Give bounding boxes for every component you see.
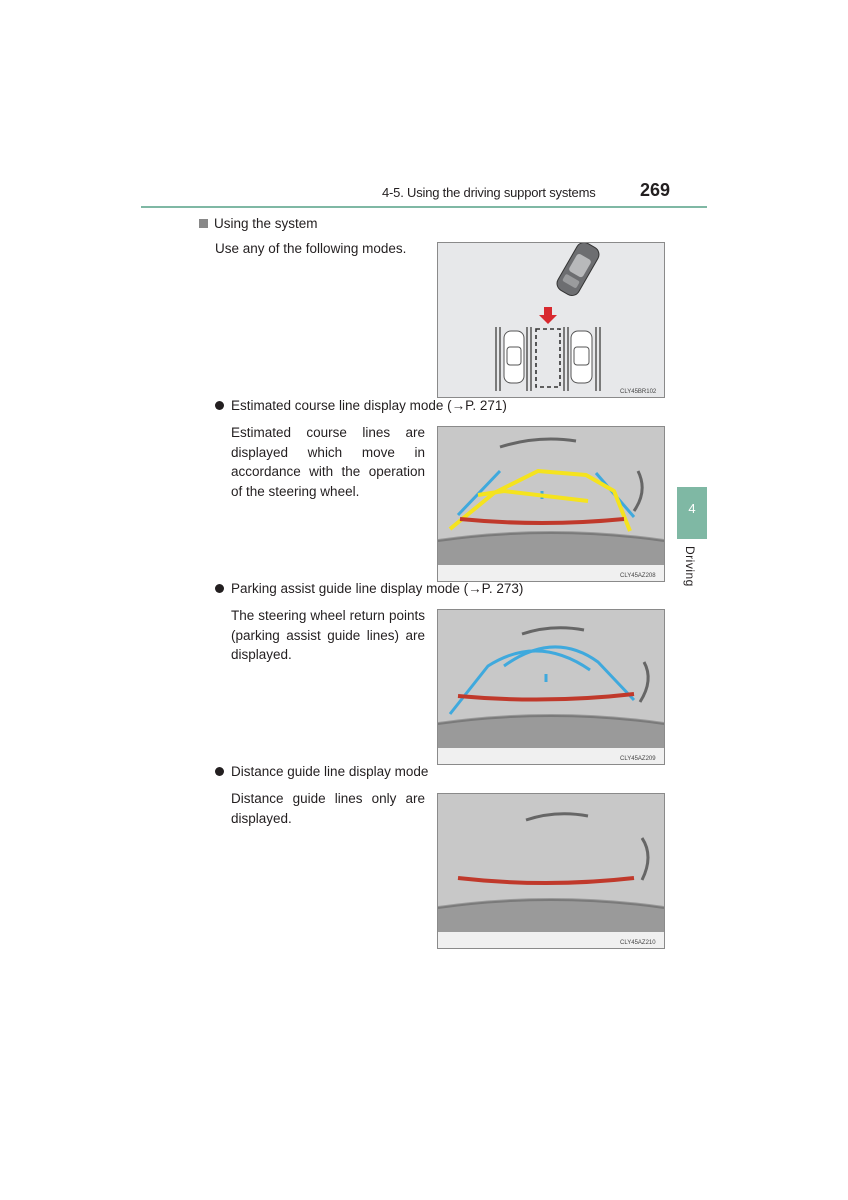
mode-title: Distance guide line display mode: [231, 764, 429, 779]
bullet-dot-icon: [215, 767, 224, 776]
bullet-dot-icon: [215, 401, 224, 410]
distance-line-figure: [437, 793, 665, 949]
parked-car-left-icon: [504, 331, 524, 383]
header-rule: [141, 206, 707, 208]
parking-overview-figure: [437, 242, 665, 398]
page-number: 269: [640, 180, 671, 200]
parked-car-right-icon: [571, 331, 592, 383]
bullet-dot-icon: [215, 584, 224, 593]
mode-description: The steering wheel return points (parking assist guide lines) are displayed.: [231, 608, 425, 662]
section-heading: [199, 216, 318, 231]
section-intro: Use any of the following modes.: [215, 241, 407, 256]
figure-code: CLY45AZ208: [620, 573, 656, 579]
chapter-tab[interactable]: [677, 487, 707, 539]
section-heading-text: Using the system: [214, 216, 318, 231]
figure-code: CLY45AZ209: [620, 756, 656, 762]
course-line-figure: [437, 426, 665, 582]
mode-title: Estimated course line display mode (→P. 271): [231, 398, 507, 413]
mode-title-row: [215, 581, 523, 596]
mode-description: Distance guide lines only are displayed.: [231, 791, 425, 826]
figure-code: CLY45BR102: [620, 389, 657, 395]
mode-title: Parking assist guide line display mode (→P. 273): [231, 581, 524, 596]
square-bullet-icon: [199, 219, 208, 228]
mode-title-row: [215, 398, 507, 413]
guide-line-figure: [437, 609, 665, 765]
chapter-tab-label: Driving: [683, 546, 697, 587]
mode-description: Estimated course lines are displayed which move in accordance with the operation of the steering wheel.: [231, 425, 425, 499]
chapter-tab-number: 4: [688, 501, 696, 516]
running-header-section: 4-5. Using the driving support systems: [382, 185, 596, 200]
figure-code: CLY45AZ210: [620, 940, 656, 946]
mode-title-row: [215, 764, 428, 779]
